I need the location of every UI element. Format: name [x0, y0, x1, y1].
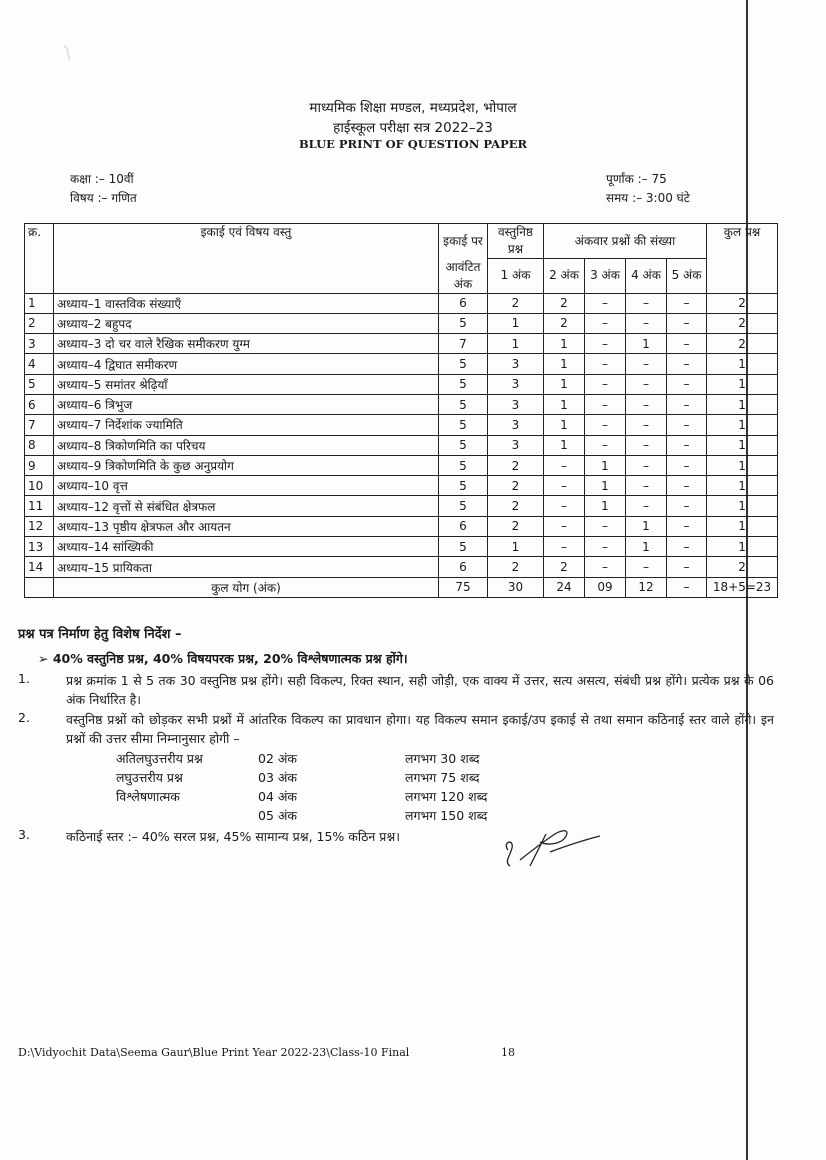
cell-m2: 1	[544, 435, 585, 455]
blueprint-table	[24, 223, 778, 598]
cell-m2: –	[544, 455, 585, 475]
cell-obj: 3	[488, 415, 544, 435]
cell-obj: 1	[488, 313, 544, 333]
cell-unit: अध्याय–1 वास्तविक संख्याएँ	[54, 293, 439, 313]
cell-total: 2	[707, 557, 778, 577]
header-m2: 2 अंक	[544, 259, 585, 294]
cell-m5: –	[667, 516, 707, 536]
item3-number: 3.	[18, 827, 30, 842]
cell-m2: 1	[544, 415, 585, 435]
cell-unit: अध्याय–4 द्विघात समीकरण	[54, 354, 439, 374]
table-row	[25, 394, 778, 414]
table-row	[25, 293, 778, 313]
item2-text: वस्तुनिष्ठ प्रश्नों को छोड़कर सभी प्रश्नों में आंतरिक विकल्प का प्रावधान होगा। यह विकल्प समान इकाई/उप इकाई से तथा समान कठिनाई स्तर वाले होंगे। इन प्रश्नों की उत्तर सीमा निम्नानुसार होगी –	[66, 712, 774, 746]
cell-m4: –	[626, 415, 667, 435]
cell-total: 1	[707, 354, 778, 374]
cell-m4: –	[626, 476, 667, 496]
cell-total: 2	[707, 334, 778, 354]
cell-m3: –	[585, 394, 626, 414]
board-name: माध्यमिक शिक्षा मण्डल, मध्यप्रदेश, भोपाल	[309, 100, 517, 116]
cell-total: 1	[707, 394, 778, 414]
table-row	[25, 313, 778, 333]
total-m3: 09	[585, 577, 626, 597]
limit-words-2: लगभग 75 शब्द	[405, 770, 480, 785]
cell-serial: 11	[25, 496, 54, 516]
cell-marks: 6	[439, 557, 488, 577]
cell-m3: –	[585, 516, 626, 536]
cell-marks: 5	[439, 374, 488, 394]
cell-m5: –	[667, 557, 707, 577]
table-row	[25, 516, 778, 536]
cell-m5: –	[667, 374, 707, 394]
cell-unit: अध्याय–3 दो चर वाले रैखिक समीकरण युग्म	[54, 334, 439, 354]
cell-m2: –	[544, 496, 585, 516]
cell-m2: 2	[544, 313, 585, 333]
cell-m2: 1	[544, 394, 585, 414]
cell-m3: –	[585, 334, 626, 354]
cell-serial: 3	[25, 334, 54, 354]
cell-obj: 2	[488, 496, 544, 516]
cell-m4: –	[626, 435, 667, 455]
cell-serial: 9	[25, 455, 54, 475]
cell-m3: 1	[585, 455, 626, 475]
cell-total: 1	[707, 516, 778, 536]
cell-m2: 1	[544, 334, 585, 354]
cell-serial: 6	[25, 394, 54, 414]
total-m2: 24	[544, 577, 585, 597]
cell-marks: 5	[439, 354, 488, 374]
cell-m3: –	[585, 557, 626, 577]
cell-obj: 2	[488, 455, 544, 475]
cell-m5: –	[667, 293, 707, 313]
table-total-row	[25, 577, 778, 597]
cell-m4: –	[626, 374, 667, 394]
cell-serial: 2	[25, 313, 54, 333]
cell-serial: 12	[25, 516, 54, 536]
cell-obj: 1	[488, 334, 544, 354]
cell-obj: 3	[488, 374, 544, 394]
cell-unit: अध्याय–7 निर्देशांक ज्यामिति	[54, 415, 439, 435]
max-marks-label: पूर्णांक :– 75	[606, 172, 667, 186]
cell-obj: 3	[488, 435, 544, 455]
limit-words-1: लगभग 30 शब्द	[405, 751, 480, 766]
cell-marks: 5	[439, 394, 488, 414]
cell-m5: –	[667, 415, 707, 435]
cell-serial: 13	[25, 537, 54, 557]
table-row	[25, 374, 778, 394]
cell-marks: 5	[439, 496, 488, 516]
cell-serial: 7	[25, 415, 54, 435]
total-m4: 12	[626, 577, 667, 597]
cell-unit: अध्याय–6 त्रिभुज	[54, 394, 439, 414]
limit-marks-1: 02 अंक	[258, 751, 298, 766]
cell-m3: 1	[585, 496, 626, 516]
exam-session: हाईस्कूल परीक्षा सत्र 2022–23	[333, 120, 493, 136]
table-row	[25, 334, 778, 354]
cell-m4: –	[626, 313, 667, 333]
header-serial: क्र.	[25, 224, 54, 294]
item1-text: प्रश्न क्रमांक 1 से 5 तक 30 वस्तुनिष्ठ प्रश्न होंगे। सही विकल्प, रिक्त स्थान, सही जोड़ी, एक वाक्य में उत्तर, सत्य असत्य, संबंधी प्रश्न होंगे। प्रत्येक प्रश्न के 06 अंक निर्धारित है।	[66, 673, 774, 707]
cell-marks: 5	[439, 415, 488, 435]
cell-marks: 5	[439, 435, 488, 455]
cell-m3: –	[585, 374, 626, 394]
total-marks: 75	[439, 577, 488, 597]
cell-serial: 1	[25, 293, 54, 313]
cell-obj: 3	[488, 394, 544, 414]
cell-m4: –	[626, 354, 667, 374]
header-m3: 3 अंक	[585, 259, 626, 294]
table-row	[25, 354, 778, 374]
page-number: 18	[501, 1046, 515, 1059]
scan-speck	[62, 44, 72, 62]
header-total: कुल प्रश्न	[707, 224, 778, 294]
cell-unit: अध्याय–12 वृत्तों से संबंधित क्षेत्रफल	[54, 496, 439, 516]
class-label: कक्षा :– 10वीं	[70, 172, 134, 186]
cell-unit: अध्याय–14 सांख्यिकी	[54, 537, 439, 557]
limit-type-1: अतिलघुउत्तरीय प्रश्न	[116, 751, 203, 766]
cell-m5: –	[667, 394, 707, 414]
cell-m4: –	[626, 293, 667, 313]
cell-obj: 2	[488, 516, 544, 536]
cell-m4: –	[626, 394, 667, 414]
cell-serial-empty	[25, 577, 54, 597]
cell-m4: 1	[626, 537, 667, 557]
header-m4: 4 अंक	[626, 259, 667, 294]
table-row	[25, 455, 778, 475]
header-alloc-top: इकाई पर	[439, 224, 488, 259]
cell-total: 1	[707, 435, 778, 455]
limit-words-3: लगभग 120 शब्द	[405, 789, 488, 804]
header-alloc-bottom: आवंटित अंक	[439, 259, 488, 294]
table-row	[25, 496, 778, 516]
cell-total: 2	[707, 293, 778, 313]
limit-marks-4: 05 अंक	[258, 808, 298, 823]
cell-m3: –	[585, 313, 626, 333]
cell-marks: 6	[439, 516, 488, 536]
cell-unit: अध्याय–9 त्रिकोणमिति के कुछ अनुप्रयोग	[54, 455, 439, 475]
cell-obj: 2	[488, 293, 544, 313]
cell-marks: 5	[439, 313, 488, 333]
cell-total: 2	[707, 313, 778, 333]
total-questions: 18+5=23	[707, 577, 778, 597]
item1-number: 1.	[18, 671, 30, 686]
limit-marks-2: 03 अंक	[258, 770, 298, 785]
item3-text: कठिनाई स्तर :– 40% सरल प्रश्न, 45% सामान्य प्रश्न, 15% कठिन प्रश्न।	[66, 829, 400, 844]
cell-m3: –	[585, 537, 626, 557]
header-objective-bottom: 1 अंक	[488, 259, 544, 294]
instructions-bullet: ➢ 40% वस्तुनिष्ठ प्रश्न, 40% विषयपरक प्रश्न, 20% विश्लेषणात्मक प्रश्न होंगे।	[38, 651, 408, 666]
cell-total: 1	[707, 415, 778, 435]
item2-number: 2.	[18, 710, 30, 725]
table-row	[25, 435, 778, 455]
cell-m2: 2	[544, 557, 585, 577]
instructions-title: प्रश्न पत्र निर्माण हेतु विशेष निर्देश –	[18, 627, 182, 642]
cell-obj: 2	[488, 476, 544, 496]
cell-m3: –	[585, 293, 626, 313]
cell-total: 1	[707, 537, 778, 557]
cell-m4: –	[626, 455, 667, 475]
table-row	[25, 415, 778, 435]
cell-unit: अध्याय–13 पृष्ठीय क्षेत्रफल और आयतन	[54, 516, 439, 536]
cell-unit: अध्याय–8 त्रिकोणमिति का परिचय	[54, 435, 439, 455]
document-title: BLUE PRINT OF QUESTION PAPER	[298, 137, 528, 151]
cell-serial: 5	[25, 374, 54, 394]
cell-m4: 1	[626, 516, 667, 536]
cell-serial: 10	[25, 476, 54, 496]
cell-m5: –	[667, 537, 707, 557]
cell-serial: 4	[25, 354, 54, 374]
cell-obj: 2	[488, 557, 544, 577]
cell-m5: –	[667, 496, 707, 516]
header-markwise: अंकवार प्रश्नों की संख्या	[544, 224, 707, 259]
signature-mark	[500, 822, 610, 872]
subject-label: विषय :– गणित	[70, 191, 137, 205]
cell-unit: अध्याय–5 समांतर श्रेढ़ियाँ	[54, 374, 439, 394]
table-row	[25, 537, 778, 557]
cell-total: 1	[707, 374, 778, 394]
table-row	[25, 476, 778, 496]
cell-marks: 5	[439, 455, 488, 475]
cell-m3: –	[585, 354, 626, 374]
cell-m3: –	[585, 435, 626, 455]
cell-m2: –	[544, 476, 585, 496]
cell-m2: 2	[544, 293, 585, 313]
cell-marks: 5	[439, 476, 488, 496]
limit-type-3: विश्लेषणात्मक	[116, 789, 180, 804]
cell-m5: –	[667, 435, 707, 455]
cell-serial: 14	[25, 557, 54, 577]
total-obj: 30	[488, 577, 544, 597]
cell-m5: –	[667, 354, 707, 374]
cell-m2: 1	[544, 354, 585, 374]
cell-m4: –	[626, 496, 667, 516]
cell-m4: 1	[626, 334, 667, 354]
time-label: समय :– 3:00 घंटे	[606, 191, 690, 205]
cell-marks: 7	[439, 334, 488, 354]
limit-words-4: लगभग 150 शब्द	[405, 808, 488, 823]
cell-m5: –	[667, 455, 707, 475]
cell-unit: अध्याय–15 प्रायिकता	[54, 557, 439, 577]
cell-total: 1	[707, 455, 778, 475]
cell-obj: 3	[488, 354, 544, 374]
header-m5: 5 अंक	[667, 259, 707, 294]
header-unit: इकाई एवं विषय वस्तु	[54, 224, 439, 294]
cell-total: 1	[707, 496, 778, 516]
cell-total: 1	[707, 476, 778, 496]
cell-m2: –	[544, 516, 585, 536]
cell-obj: 1	[488, 537, 544, 557]
cell-marks: 6	[439, 293, 488, 313]
cell-serial: 8	[25, 435, 54, 455]
cell-m3: –	[585, 415, 626, 435]
total-label: कुल योग (अंक)	[54, 577, 439, 597]
cell-m2: –	[544, 537, 585, 557]
cell-m5: –	[667, 313, 707, 333]
total-m5: –	[667, 577, 707, 597]
cell-unit: अध्याय–2 बहुपद	[54, 313, 439, 333]
cell-m5: –	[667, 334, 707, 354]
limit-marks-3: 04 अंक	[258, 789, 298, 804]
cell-marks: 5	[439, 537, 488, 557]
cell-m3: 1	[585, 476, 626, 496]
cell-m4: –	[626, 557, 667, 577]
header-objective-top: वस्तुनिष्ठ प्रश्न	[488, 224, 544, 259]
limit-type-2: लघुउत्तरीय प्रश्न	[116, 770, 183, 785]
cell-unit: अध्याय–10 वृत्त	[54, 476, 439, 496]
cell-m2: 1	[544, 374, 585, 394]
footer-path: D:\Vidyochit Data\Seema Gaur\Blue Print Year 2022-23\Class-10 Final	[18, 1046, 410, 1059]
cell-m5: –	[667, 476, 707, 496]
table-row	[25, 557, 778, 577]
